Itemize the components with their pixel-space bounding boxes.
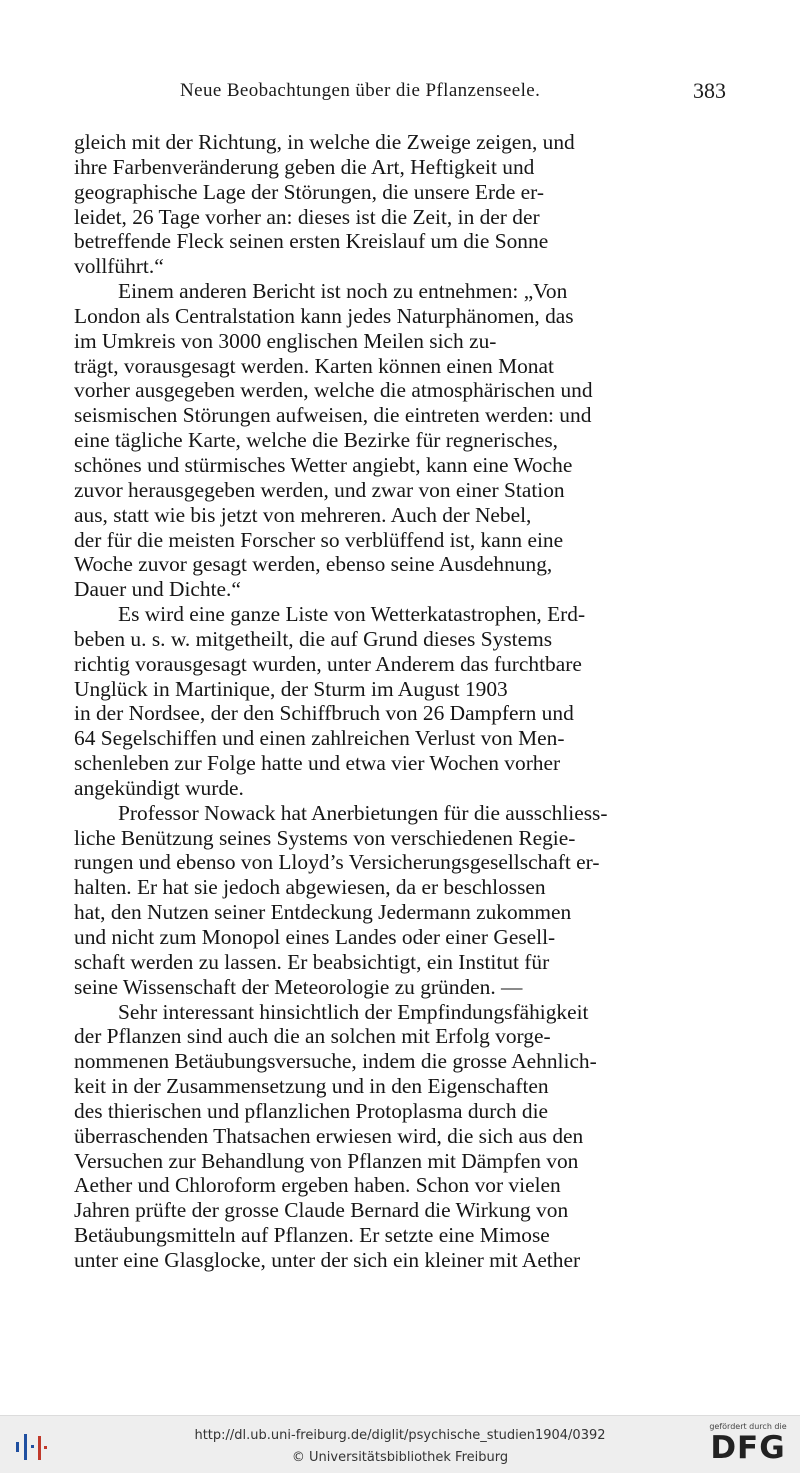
text-line: London als Centralstation kann jedes Naturphänomen, das	[74, 303, 574, 328]
text-line: trägt, vorausgesagt werden. Karten können einen Monat	[74, 353, 554, 378]
text-line: Professor Nowack hat Anerbietungen für die ausschliess-	[118, 800, 608, 825]
text-line: betreffende Fleck seinen ersten Kreislauf um die Sonne	[74, 229, 549, 254]
text-line: eine tägliche Karte, welche die Bezirke für regnerisches,	[74, 428, 559, 453]
text-line: Betäubungsmitteln auf Pflanzen. Er setzte eine Mimose	[74, 1223, 550, 1248]
viewer-footer	[0, 1415, 800, 1473]
text-line: schenleben zur Folge hatte und etwa vier Wochen vorher	[74, 751, 561, 776]
text-line: Sehr interessant hinsichtlich der Empfindungsfähigkeit	[118, 999, 589, 1024]
text-line: Es wird eine ganze Liste von Wetterkatastrophen, Erd-	[118, 602, 586, 627]
text-line: im Umkreis von 3000 englischen Meilen sich zu-	[74, 328, 497, 353]
text-line: aus, statt wie bis jetzt von mehreren. Auch der Nebel,	[74, 502, 532, 527]
text-line: 64 Segelschiffen und einen zahlreichen Verlust von Men-	[74, 726, 565, 751]
text-line: des thierischen und pflanzlichen Protoplasma durch die	[74, 1098, 549, 1123]
text-line: beben u. s. w. mitgetheilt, die auf Grund dieses Systems	[74, 626, 553, 651]
text-line: und nicht zum Monopol eines Landes oder einer Gesell-	[74, 925, 556, 949]
copyright-notice: © Universitätsbibliothek Freiburg	[291, 1450, 509, 1465]
body-text	[74, 130, 730, 1273]
text-line: unter eine Glasglocke, unter der sich ein kleiner mit Aether	[74, 1247, 581, 1272]
text-line: nommenen Betäubungsversuche, indem die grosse Aehnlich-	[74, 1049, 597, 1074]
text-line: der für die meisten Forscher so verblüffend ist, kann eine	[74, 527, 564, 552]
text-line: seine Wissenschaft der Meteorologie zu gründen. —	[74, 974, 523, 999]
text-line: Dauer und Dichte.“	[74, 577, 241, 602]
text-line: vollführt.“	[74, 254, 164, 279]
text-line: angekündigt wurde.	[74, 775, 244, 800]
text-line: rungen und ebenso von Lloyd’s Versicherungsgesellschaft er-	[74, 850, 600, 875]
running-title: Neue Beobachtungen über die Pflanzenseele.	[180, 80, 541, 101]
dfg-logo-text: DFG	[710, 1430, 786, 1466]
text-line: geographische Lage der Störungen, die unsere Erde er-	[74, 179, 544, 204]
text-line: gleich mit der Richtung, in welche die Zweige zeigen, und	[74, 130, 575, 154]
text-line: Einem anderen Bericht ist noch zu entnehmen: „Von	[118, 279, 568, 304]
page-number: 383	[693, 78, 726, 103]
text-line: Aether und Chloroform ergeben haben. Schon vor vielen	[74, 1173, 561, 1198]
dfg-logo[interactable]	[706, 1422, 790, 1468]
text-line: zuvor herausgegeben werden, und zwar von einer Station	[74, 477, 565, 502]
text-line: keit in der Zusammensetzung und in den Eigenschaften	[74, 1074, 549, 1099]
text-line: schaft werden zu lassen. Er beabsichtigt, ein Institut für	[74, 949, 550, 974]
text-line: in der Nordsee, der den Schiffbruch von 26 Dampfern und	[74, 701, 574, 726]
funding-note: gefördert durch die	[709, 1422, 787, 1431]
source-url[interactable]: http://dl.ub.uni-freiburg.de/diglit/psychische_studien1904/0392	[194, 1428, 606, 1443]
text-line: richtig vorausgesagt wurden, unter Anderem das furchtbare	[74, 651, 582, 676]
text-line: der Pflanzen sind auch die an solchen mit Erfolg vorge-	[74, 1024, 551, 1049]
text-line: Unglück in Martinique, der Sturm im August 1903	[74, 676, 508, 701]
text-line: Woche zuvor gesagt werden, ebenso seine Ausdehnung,	[74, 552, 553, 577]
text-line: Jahren prüfte der grosse Claude Bernard die Wirkung von	[74, 1198, 569, 1223]
text-line: liche Benützung seines Systems von verschiedenen Regie-	[74, 825, 576, 850]
text-line: leidet, 26 Tage vorher an: dieses ist die Zeit, in der der	[74, 204, 540, 229]
text-line: halten. Er hat sie jedoch abgewiesen, da er beschlossen	[74, 875, 546, 900]
text-line: überraschenden Thatsachen erwiesen wird, die sich aus den	[74, 1123, 584, 1148]
page-header	[64, 80, 726, 108]
text-line: hat, den Nutzen seiner Entdeckung Jedermann zukommen	[74, 900, 572, 925]
text-line: schönes und stürmisches Wetter angiebt, kann eine Woche	[74, 452, 573, 477]
text-line: Versuchen zur Behandlung von Pflanzen mit Dämpfen von	[74, 1148, 579, 1173]
text-line: seismischen Störungen aufweisen, die eintreten werden: und	[74, 403, 592, 428]
text-line: vorher ausgegeben werden, welche die atmosphärischen und	[74, 378, 593, 403]
text-line: ihre Farbenveränderung geben die Art, Heftigkeit und	[74, 154, 535, 179]
